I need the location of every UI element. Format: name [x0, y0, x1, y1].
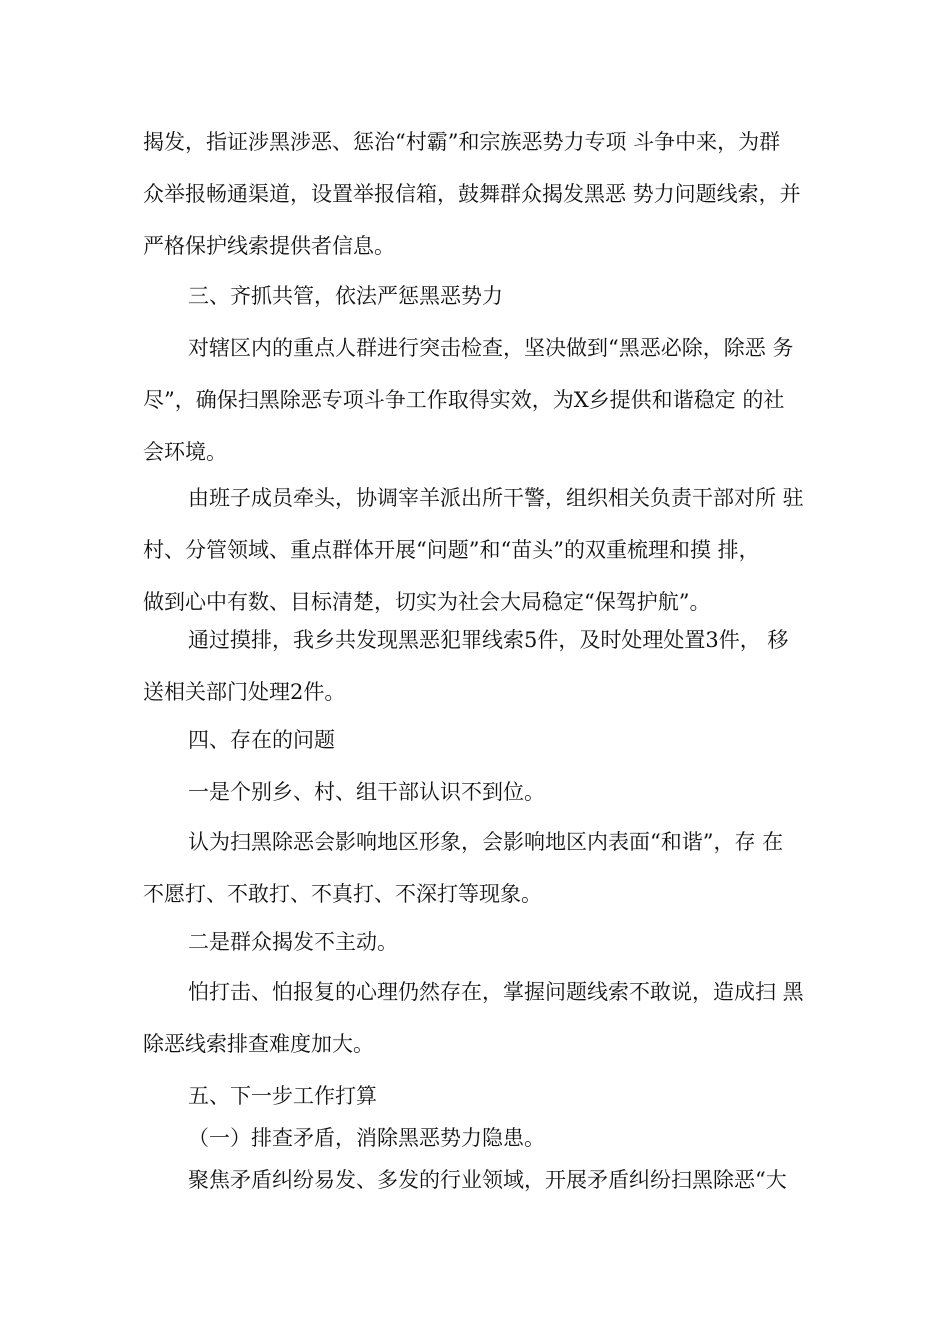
paragraph-report-channels — [143, 116, 823, 272]
plan-1-title: （一）排查矛盾，消除黑恶势力隐患。 — [188, 1126, 545, 1150]
text-line: 众举报畅通渠道，设置举报信箱，鼓舞群众揭发黑恶 势力问题线索，并 — [143, 182, 801, 206]
text-line: 会环境。 — [143, 440, 227, 464]
text-line: 严格保护线索提供者信息。 — [143, 234, 395, 258]
section-heading-5: 五、下一步工作打算 — [188, 1084, 377, 1108]
text-line: 不愿打、不敢打、不真打、不深打等现象。 — [143, 882, 542, 906]
text-line: 对辖区内的重点人群进行突击检查，坚决做到“黑恶必除，除恶 务 — [188, 336, 794, 360]
text-line: 由班子成员牵头，协调宰羊派出所干警，组织相关负责干部对所 驻 — [188, 486, 804, 510]
text-line: 村、分管领域、重点群体开展“问题”和“苗头”的双重梳理和摸 排， — [143, 538, 760, 562]
section-heading-4: 四、存在的问题 — [188, 728, 335, 752]
paragraph-issue-1 — [143, 816, 823, 920]
paragraph-issue-2 — [143, 966, 823, 1070]
text-line: 除恶线索排查难度加大。 — [143, 1032, 374, 1056]
text-line: 通过摸排，我乡共发现黑恶犯罪线索5件，及时处理处置3件， 移 — [188, 628, 789, 652]
text-line: 送相关部门处理2件。 — [143, 680, 346, 704]
paragraph-leadership — [143, 472, 823, 628]
text-line: 认为扫黑除恶会影响地区形象，会影响地区内表面“和谐”，存 在 — [188, 830, 784, 854]
text-line: 尽”，确保扫黑除恶专项斗争工作取得实效，为X乡提供和谐稳定 的社 — [143, 388, 785, 412]
section-heading-3: 三、齐抓共管，依法严惩黑恶势力 — [188, 284, 503, 308]
paragraph-inspection — [143, 322, 823, 478]
text-line: 做到心中有数、目标清楚，切实为社会大局稳定“保驾护航”。 — [143, 590, 711, 614]
text-line: 怕打击、怕报复的心理仍然存在，掌握问题线索不敢说，造成扫 黑 — [188, 980, 804, 1004]
issue-1-title: 一是个别乡、村、组干部认识不到位。 — [188, 780, 545, 804]
paragraph-results — [143, 614, 823, 718]
text-line: 揭发，指证涉黑涉恶、惩治“村霸”和宗族恶势力专项 斗争中来，为群 — [143, 130, 781, 154]
issue-2-title: 二是群众揭发不主动。 — [188, 930, 398, 954]
plan-1-text: 聚焦矛盾纠纷易发、多发的行业领域，开展矛盾纠纷扫黑除恶“大 — [188, 1168, 787, 1192]
